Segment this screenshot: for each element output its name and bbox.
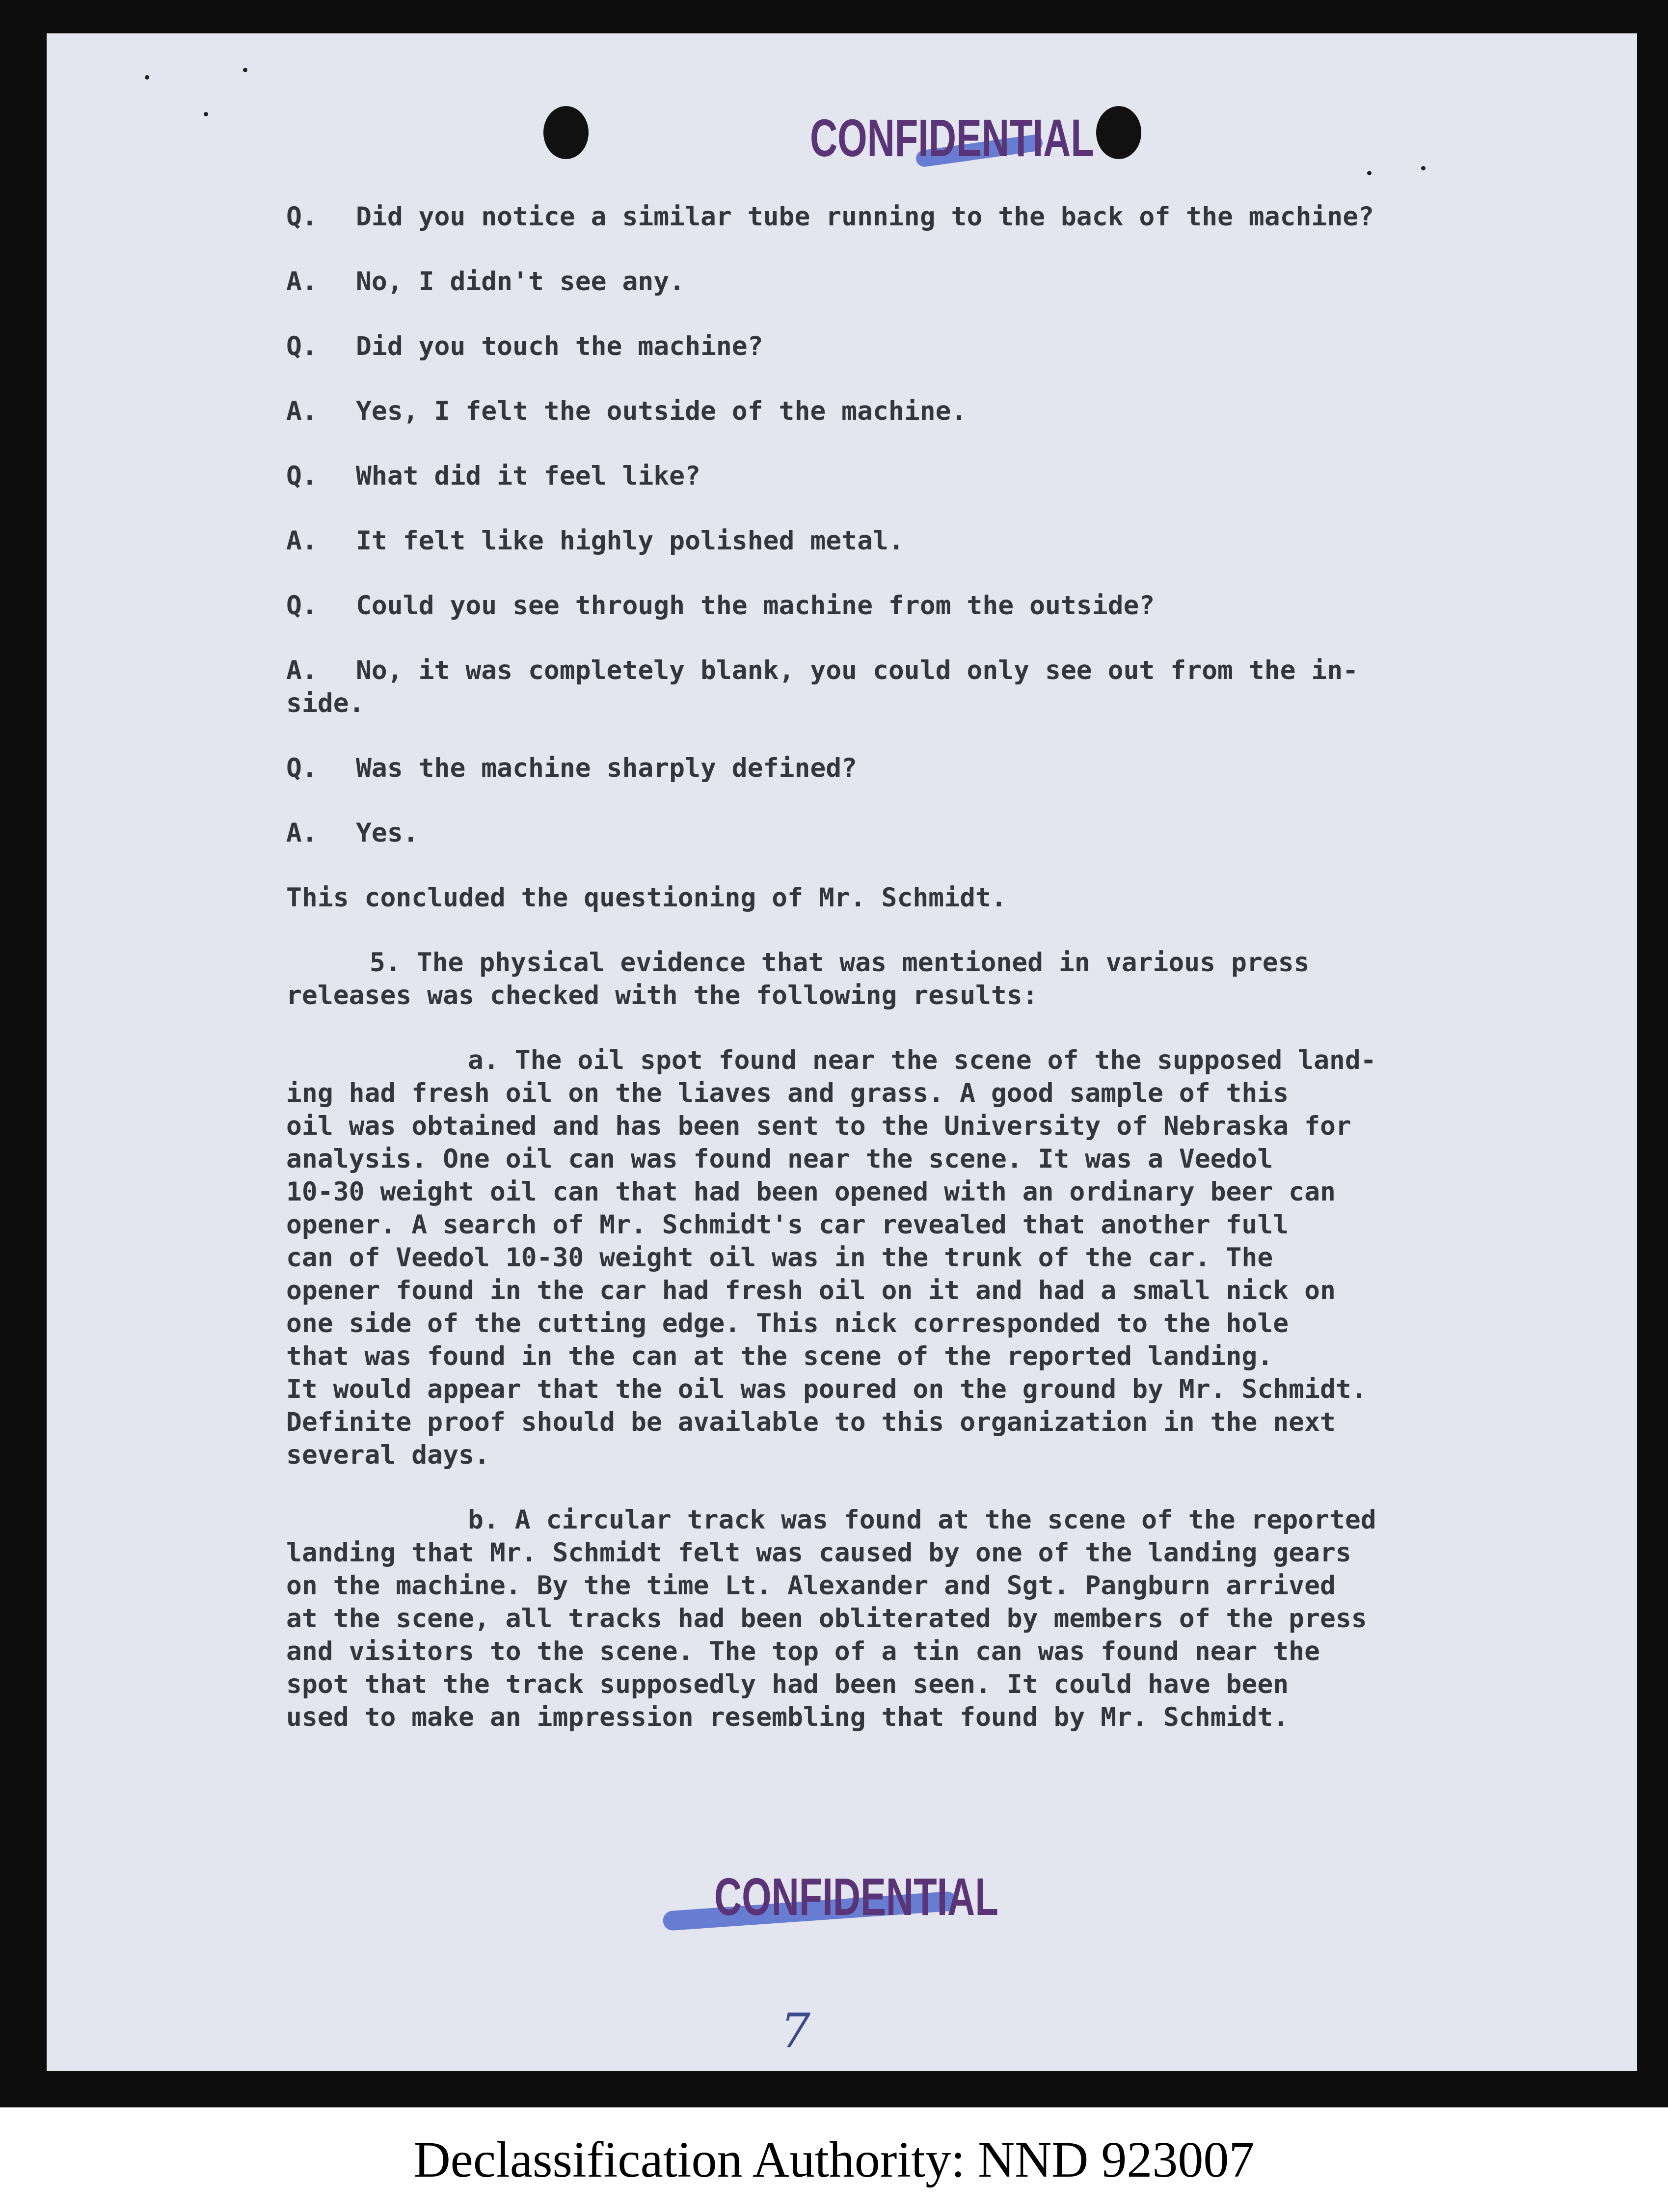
document-body: [286, 200, 1454, 1766]
qa-text: Yes.: [356, 818, 419, 848]
qa-text: Yes, I felt the outside of the machine.: [356, 396, 967, 426]
qa-label: A.: [286, 818, 318, 848]
text-line: that was found in the can at the scene of the reported landing.: [286, 1341, 1273, 1371]
question-line: [286, 330, 1454, 363]
text-line: Definite proof should be available to this organization in the next: [286, 1407, 1336, 1437]
question-line: [286, 589, 1454, 622]
qa-text: No, it was completely blank, you could only see out from the in-: [356, 655, 1359, 685]
text-line: a. The oil spot found near the scene of the supposed land-: [468, 1045, 1376, 1075]
text-line: spot that the track supposedly had been seen. It could have been: [286, 1669, 1289, 1699]
text-line: b. A circular track was found at the scene of the reported: [468, 1505, 1376, 1535]
text-line: can of Veedol 10-30 weight oil was in the trunk of the car. The: [286, 1243, 1273, 1273]
text-line: 10-30 weight oil can that had been opened with an ordinary beer can: [286, 1177, 1336, 1207]
confidential-stamp-bottom: CONFIDENTIAL: [714, 1867, 998, 1926]
qa-label: A.: [286, 396, 318, 426]
text-line: analysis. One oil can was found near the scene. It was a Veedol: [286, 1144, 1273, 1174]
qa-text: Did you notice a similar tube running to the back of the machine?: [356, 202, 1374, 232]
qa-text: Was the machine sharply defined?: [356, 753, 858, 783]
text-line: releases was checked with the following results:: [286, 981, 1038, 1010]
answer-line: [286, 524, 1454, 557]
text-line: and visitors to the scene. The top of a tin can was found near the: [286, 1637, 1320, 1666]
qa-text: No, I didn't see any.: [356, 267, 685, 297]
scan-speck: [1421, 166, 1426, 170]
qa-label: A.: [286, 267, 318, 297]
question-line: [286, 752, 1454, 785]
declassification-footer: Declassification Authority: NND 923007: [413, 2131, 1255, 2188]
text-line: It would appear that the oil was poured on the ground by Mr. Schmidt.: [286, 1374, 1367, 1404]
scan-speck: [204, 112, 208, 116]
answer-line: [286, 654, 1454, 720]
qa-label: Q.: [286, 331, 318, 361]
text-line: at the scene, all tracks had been obliterated by members of the press: [286, 1604, 1367, 1634]
text-line: on the machine. By the time Lt. Alexander and Sgt. Pangburn arrived: [286, 1571, 1336, 1601]
qa-label: A.: [286, 655, 318, 685]
question-line: [286, 460, 1454, 492]
confidential-stamp-top: CONFIDENTIAL: [810, 108, 1094, 167]
qa-label: A.: [286, 526, 318, 556]
paragraph-5b: [286, 1503, 1454, 1734]
text-line: landing that Mr. Schmidt felt was caused by one of the landing gears: [286, 1538, 1351, 1568]
text-line: used to make an impression resembling that found by Mr. Schmidt.: [286, 1702, 1289, 1732]
text-line: ing had fresh oil on the liaves and grass. A good sample of this: [286, 1078, 1289, 1108]
qa-label: Q.: [286, 202, 318, 232]
qa-label: Q.: [286, 591, 318, 621]
text-line: oil was obtained and has been sent to the University of Nebraska for: [286, 1111, 1351, 1141]
text-line: opener found in the car had fresh oil on it and had a small nick on: [286, 1276, 1336, 1306]
text-line: one side of the cutting edge. This nick corresponded to the hole: [286, 1309, 1289, 1338]
paragraph-5a: [286, 1044, 1454, 1472]
qa-label: Q.: [286, 753, 318, 783]
text-line: several days.: [286, 1440, 490, 1470]
punch-hole-right: [1096, 106, 1141, 159]
question-line: [286, 200, 1454, 233]
answer-line: [286, 395, 1454, 428]
qa-label: Q.: [286, 461, 318, 491]
qa-text: Did you touch the machine?: [356, 331, 763, 361]
qa-list: [286, 200, 1454, 849]
text-line: 5. The physical evidence that was mentioned in various press: [370, 948, 1310, 978]
scan-speck: [145, 75, 149, 80]
answer-line: [286, 817, 1454, 849]
qa-text: What did it feel like?: [356, 461, 700, 491]
qa-text: Could you see through the machine from the outside?: [356, 591, 1155, 621]
paragraph-5: [286, 946, 1454, 1012]
conclusion-line: This concluded the questioning of Mr. Schmidt.: [286, 883, 1007, 913]
scan-speck: [243, 68, 247, 72]
text-line: opener. A search of Mr. Schmidt's car revealed that another full: [286, 1210, 1289, 1240]
punch-hole-left: [543, 106, 589, 159]
qa-text: It felt like highly polished metal.: [356, 526, 904, 556]
qa-text-continuation: side.: [286, 688, 365, 718]
handwritten-page-number: 7: [780, 2003, 811, 2058]
scan-speck: [1367, 171, 1372, 175]
answer-line: [286, 265, 1454, 298]
